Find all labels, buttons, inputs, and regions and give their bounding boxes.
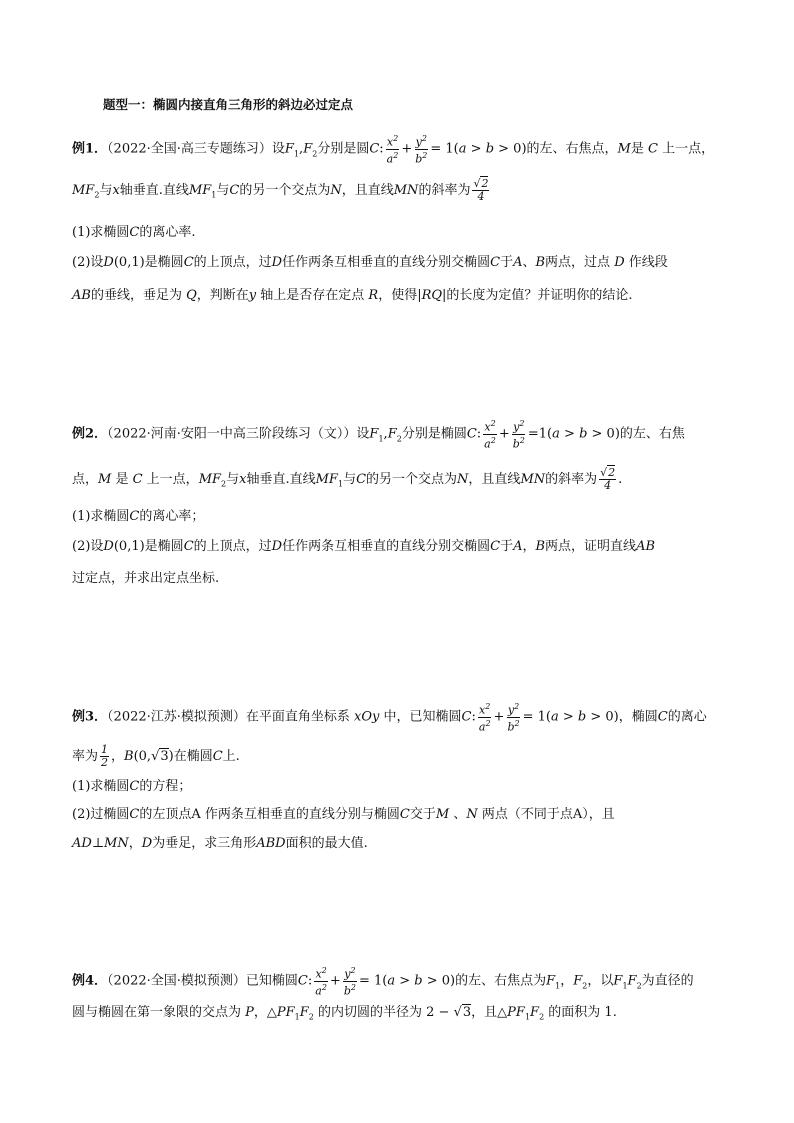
example-3-line-3: (1)求椭圆C的方程； xyxy=(72,779,192,794)
example-3-line-1: 例3．（2022·江苏·模拟预测）在平面直角坐标系 xOy 中，已知椭圆C: $\frac{x^2}{a^2}$ + $\frac{y^2}{b^2}$ = 1(a > b > 0)，椭圆C的离心 xyxy=(72,702,707,734)
example-2-line-2: 点，M 是 C 上一点，$MF_2$与x轴垂直.直线$MF_1$与C的另一个交点为N，且直线MN的斜率为 $\frac{√2}{4}$ . xyxy=(72,466,623,492)
example-label: 例1． xyxy=(72,141,108,157)
example-source: （2022·河南·安阳一中高三阶段练习（文）） xyxy=(107,426,357,442)
example-label: 例4． xyxy=(72,973,108,989)
example-label: 例3． xyxy=(72,709,108,725)
example-2-line-4: (2)设D(0,1)是椭圆C的上顶点，过D任作两条互相垂直的直线分别交椭圆C于A，B两点，证明直线AB xyxy=(72,539,656,554)
section-heading: 题型一：椭圆内接直角三角形的斜边必过定点 xyxy=(103,97,354,112)
example-4-line-1: 例4．（2022·全国·模拟预测）已知椭圆C: $\frac{x^2}{a^2}$ + $\frac{y^2}{b^2}$ = 1(a > b > 0)的左、右焦点为$F_1$，$F_2$，以$F_1F_2$为直径的 xyxy=(72,966,694,998)
example-1-line-3: (1)求椭圆C的离心率. xyxy=(72,225,196,240)
example-2-line-3: (1)求椭圆C的离心率； xyxy=(72,509,205,524)
example-3-line-5: AD⊥MN，D为垂足，求三角形ABD面积的最大值. xyxy=(72,836,368,851)
example-1-line-1: 例1．（2022·全国·高三专题练习）设$F_1,F_2$分别是圆C: $\frac{x^2}{a^2}$ + $\frac{y^2}{b^2}$ = 1(a > b > 0)的左、右焦点，M是 C 上一点， xyxy=(72,134,715,166)
example-source: （2022·全国·模拟预测） xyxy=(107,973,246,989)
example-1-line-4: (2)设D(0,1)是椭圆C的上顶点，过D任作两条互相垂直的直线分别交椭圆C于A、B两点，过点 D 作线段 xyxy=(72,255,668,270)
example-label: 例2． xyxy=(72,426,108,442)
example-3-line-2: 率为 $\frac{1}{2}$ ，B(0,√3)在椭圆C上. xyxy=(72,743,240,769)
example-source: （2022·江苏·模拟预测） xyxy=(107,709,246,725)
example-4-line-2: 圆与椭圆在第一象限的交点为 P，$\triangle PF_1F_2$ 的内切圆的半径为 2 − √3，且$\triangle PF_1F_2$ 的面积为 1. xyxy=(72,1005,617,1022)
example-3-line-4: (2)过椭圆C的左顶点A 作两条互相垂直的直线分别与椭圆C交于M 、N 两点（不同于点A），且 xyxy=(72,807,615,822)
example-2-line-1: 例2．（2022·河南·安阳一中高三阶段练习（文））设$F_1,F_2$分别是椭圆C: $\frac{x^2}{a^2}$ + $\frac{y^2}{b^2}$ =1(a > b > 0)的左、右焦 xyxy=(72,419,685,451)
example-2-line-5: 过定点，并求出定点坐标. xyxy=(72,571,220,586)
example-source: （2022·全国·高三专题练习） xyxy=(107,141,272,157)
example-1-line-5: AB的垂线，垂足为 Q，判断在y 轴上是否存在定点 R，使得|RQ|的长度为定值？并证明你的结论. xyxy=(72,288,633,303)
example-1-line-2: $MF_2$与x轴垂直.直线$MF_1$与C的另一个交点为N，且直线MN的斜率为 $\frac{√2}{4}$ xyxy=(72,177,489,203)
